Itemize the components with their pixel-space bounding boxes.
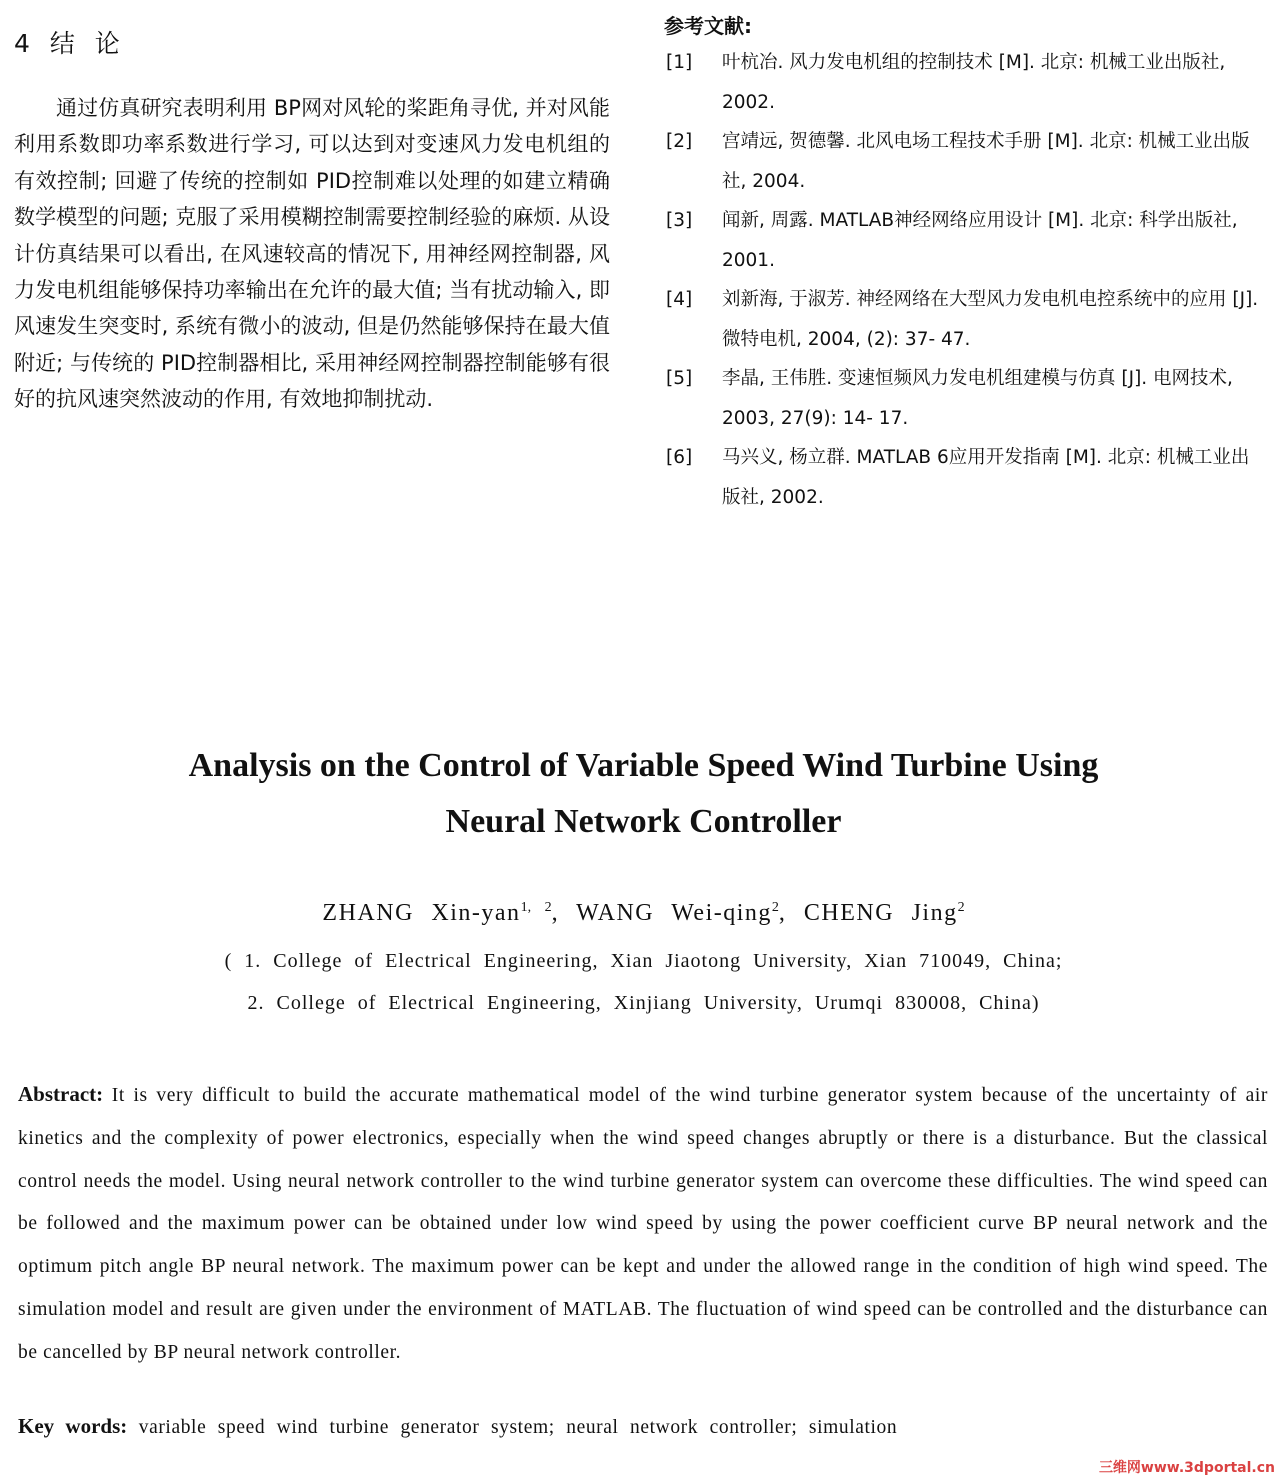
reference-item (664, 122, 1264, 201)
paper-title-line-2: Neural Network Controller (445, 803, 842, 840)
reference-number: [2] (666, 131, 693, 152)
affiliation-line-1: ( 1. College of Electrical Engineering, Xian Jiaotong University, Xian 710049, China; (224, 950, 1063, 972)
abstract (18, 1073, 1268, 1375)
author-affiliation-mark: 2 (771, 900, 779, 915)
reference-item (664, 43, 1264, 122)
reference-number: [1] (666, 52, 693, 73)
reference-item (664, 280, 1264, 359)
reference-item (664, 201, 1264, 280)
reference-text: 刘新海, 于淑芳. 神经网络在大型风力发电机电控系统中的应用 [J]. 微特电机, 2004, (2): 37- 47. (722, 289, 1259, 350)
abstract-label: Abstract: (18, 1082, 104, 1106)
reference-text: 马兴义, 杨立群. MATLAB 6应用开发指南 [M]. 北京: 机械工业出版社, 2002. (722, 447, 1250, 508)
affiliation-line-2: 2. College of Electrical Engineering, Xinjiang University, Urumqi 830008, China) (247, 992, 1040, 1014)
conclusion-section (14, 24, 610, 418)
abstract-text: It is very difficult to build the accurate mathematical model of the wind turbine generator system because of the uncertainty of air kinetics and the complexity of power electronics, especially when the wind speed changes abruptly or there is a disturbance. But the classical control needs the model. Using neural network controller to the wind turbine generator system can overcome these difficulties. The wind speed can be followed and the maximum power can be obtained under low wind speed by using the power coefficient curve BP neural network and the optimum pitch angle BP neural network. The maximum power can be kept and under the allowed range in the condition of high wind speed. The simulation model and result are given under the environment of MATLAB. The fluctuation of wind speed can be controlled and the disturbance can be cancelled by BP neural network controller. (18, 1085, 1268, 1363)
paper-title (0, 738, 1287, 850)
watermark: 三维网www.3dportal.cn (1098, 1460, 1275, 1476)
keywords (18, 1414, 1268, 1439)
paper-title-line-1: Analysis on the Control of Variable Speed Wind Turbine Using (188, 747, 1099, 784)
author-name: WANG Wei-qing (576, 900, 772, 926)
author-name: CHENG Jing (803, 900, 958, 926)
reference-number: [3] (666, 210, 693, 231)
conclusion-body: 通过仿真研究表明利用 BP网对风轮的桨距角寻优, 并对风能利用系数即功率系数进行学习, 可以达到对变速风力发电机组的有效控制; 回避了传统的控制如 PID控制难以处理的如建立精确数学模型的问题; 克服了采用模糊控制需要控制经验的麻烦. 从设计仿真结果可以看出, 在风速较高的情况下, 用神经网控制器, 风力发电机组能够保持功率输出在允许的最大值; 当有扰动输入, 即风速发生突变时, 系统有微小的波动, 但是仍然能够保持在最大值附近; 与传统的 PID控制器相比, 采用神经网控制器控制能够有很好的抗风速突然波动的作用, 有效地抑制扰动. (14, 96, 610, 412)
reference-list (664, 43, 1264, 517)
reference-number: [4] (666, 289, 693, 310)
author-name: ZHANG Xin-yan (322, 900, 521, 926)
conclusion-heading: 4 结 论 (14, 29, 126, 58)
references-heading: 参考文献: (664, 14, 752, 38)
author-line: ZHANG Xin-yan$^{1, 2}$, WANG Wei-qing$^2$, CHENG Jing$^2$ (322, 900, 965, 926)
reference-text: 宫靖远, 贺德馨. 北风电场工程技术手册 [M]. 北京: 机械工业出版社, 2004. (722, 131, 1250, 192)
reference-text: 李晶, 王伟胜. 变速恒频风力发电机组建模与仿真 [J]. 电网技术, 2003, 27(9): 14- 17. (722, 368, 1233, 429)
reference-item (664, 438, 1264, 517)
author-affiliation-mark: 2 (957, 900, 965, 915)
keywords-label: Key words: (18, 1414, 128, 1438)
reference-item (664, 359, 1264, 438)
reference-number: [5] (666, 368, 693, 389)
reference-number: [6] (666, 447, 693, 468)
references-section (664, 10, 1264, 517)
reference-text: 闻新, 周露. MATLAB神经网络应用设计 [M]. 北京: 科学出版社, 2001. (722, 210, 1238, 271)
author-affiliation-mark: 1, 2 (520, 900, 552, 915)
keywords-text: variable speed wind turbine generator system; neural network controller; simulation (138, 1417, 898, 1438)
reference-text: 叶杭冶. 风力发电机组的控制技术 [M]. 北京: 机械工业出版社, 2002. (722, 52, 1226, 113)
